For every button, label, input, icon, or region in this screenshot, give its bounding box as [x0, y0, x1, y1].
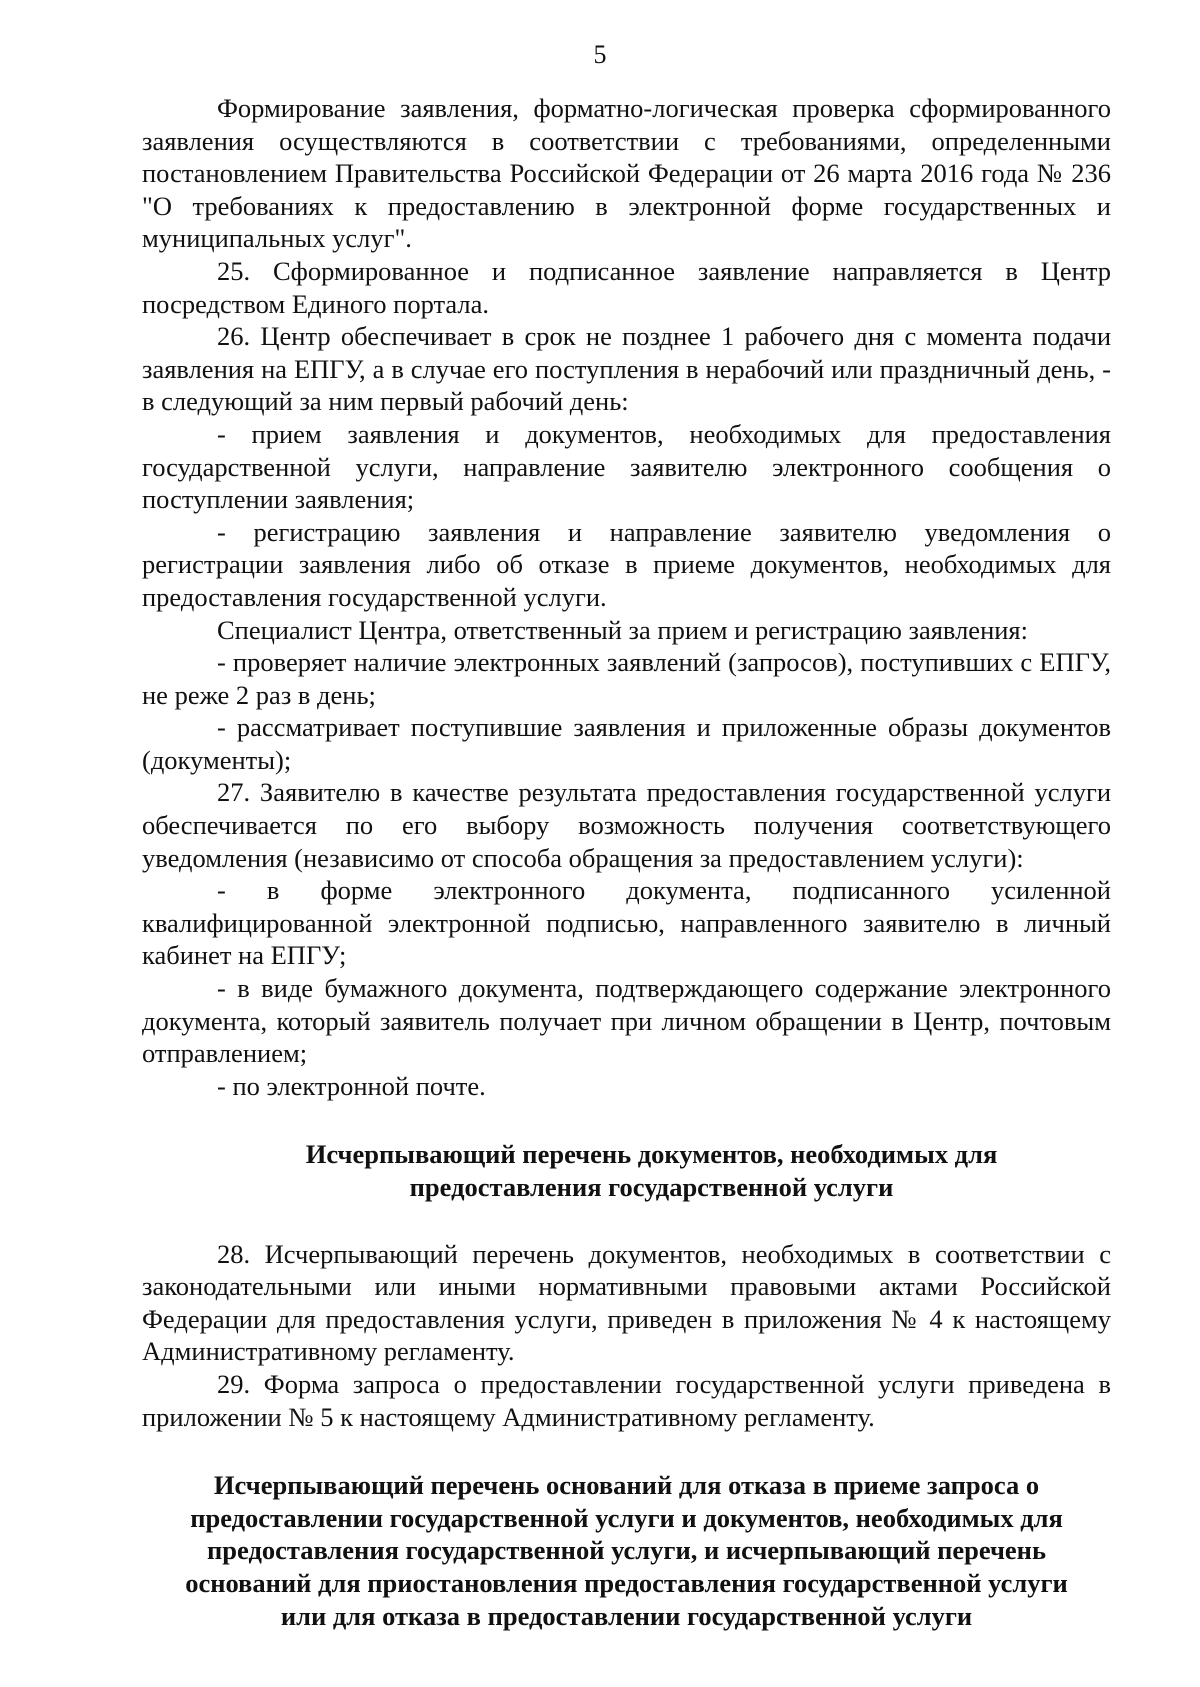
paragraph-27: 27. Заявителю в качестве результата предоставления государственной услуги обеспечивается по его выбору возможность получения соответствующего уведомления (независимо от способа обращения за предоставлением услуги): [142, 777, 1111, 873]
paragraph-29: 29. Форма запроса о предоставлении государственной услуги приведена в приложении № 5 к настоящему Административному регламенту. [142, 1368, 1111, 1432]
page-number: 5 [593, 40, 607, 69]
list-item-registration: - регистрацию заявления и направление заявителю уведомления о регистрации заявления либо об отказе в приеме документов, необходимых для предоставления государственной услуги. [142, 516, 1111, 612]
paragraph-28: 28. Исчерпывающий перечень документов, необходимых в соответствии с законодательными или иными нормативными правовыми актами Российской Федерации для предоставления услуги, приведен в приложения № 4 к настоящему Административному регламенту. [142, 1238, 1111, 1367]
list-item-electronic-form: - в форме электронного документа, подписанного усиленной квалифицированной электронной подписью, направленного заявителю в личный кабинет на ЕПГУ; [142, 875, 1111, 971]
paragraph-forming-application: Формирование заявления, форматно-логическая проверка сформированного заявления осуществляются в соответствии с требованиями, определенными постановлением Правительства Российской Федерации от 26 марта 2016 года № 236 "О требованиях к предоставлению в электронной форме государственных и муниципальных услуг". [142, 93, 1111, 254]
paragraph-26: 26. Центр обеспечивает в срок не позднее 1 рабочего дня с момента подачи заявления на ЕПГУ, а в случае его поступления в нерабочий или праздничный день, - в следующий за ним первый рабочий день: [142, 321, 1111, 417]
list-item-acceptance: - прием заявления и документов, необходимых для предоставления государственной услуги, направление заявителю электронного сообщения о поступлении заявления; [142, 418, 1111, 515]
heading-line: или для отказа в предоставлении государственной услуги [280, 1600, 973, 1631]
list-item-checks: - проверяет наличие электронных заявлений (запросов), поступивших с ЕПГУ, не реже 2 раз в день; [142, 647, 1111, 710]
section-heading-refusal-grounds [142, 1469, 1111, 1632]
list-item-email: - по электронной почте. [217, 1070, 486, 1101]
heading-line: предоставления государственной услуги, и исчерпывающий перечень [207, 1535, 1046, 1566]
list-item-paper-form: - в виде бумажного документа, подтверждающего содержание электронного документа, который заявитель получает при личном обращении в Центр, почтовым отправлением; [142, 973, 1111, 1069]
paragraph-25: 25. Сформированное и подписанное заявление направляется в Центр посредством Единого портала. [142, 255, 1111, 319]
heading-line: предоставления государственной услуги [409, 1172, 894, 1202]
paragraph-specialist: Специалист Центра, ответственный за прием и регистрацию заявления: [217, 614, 1028, 645]
section-heading-documents [142, 1138, 1111, 1203]
document-body [142, 92, 1111, 1632]
heading-line: Исчерпывающий перечень оснований для отказа в приеме запроса о [213, 1470, 1040, 1501]
heading-line: предоставлении государственной услуги и документов, необходимых для [190, 1502, 1063, 1533]
heading-line: оснований для приостановления предоставления государственной услуги [185, 1567, 1068, 1598]
heading-line: Исчерпывающий перечень документов, необходимых для [305, 1139, 998, 1170]
list-item-reviews: - рассматривает поступившие заявления и приложенные образы документов (документы); [142, 712, 1111, 775]
